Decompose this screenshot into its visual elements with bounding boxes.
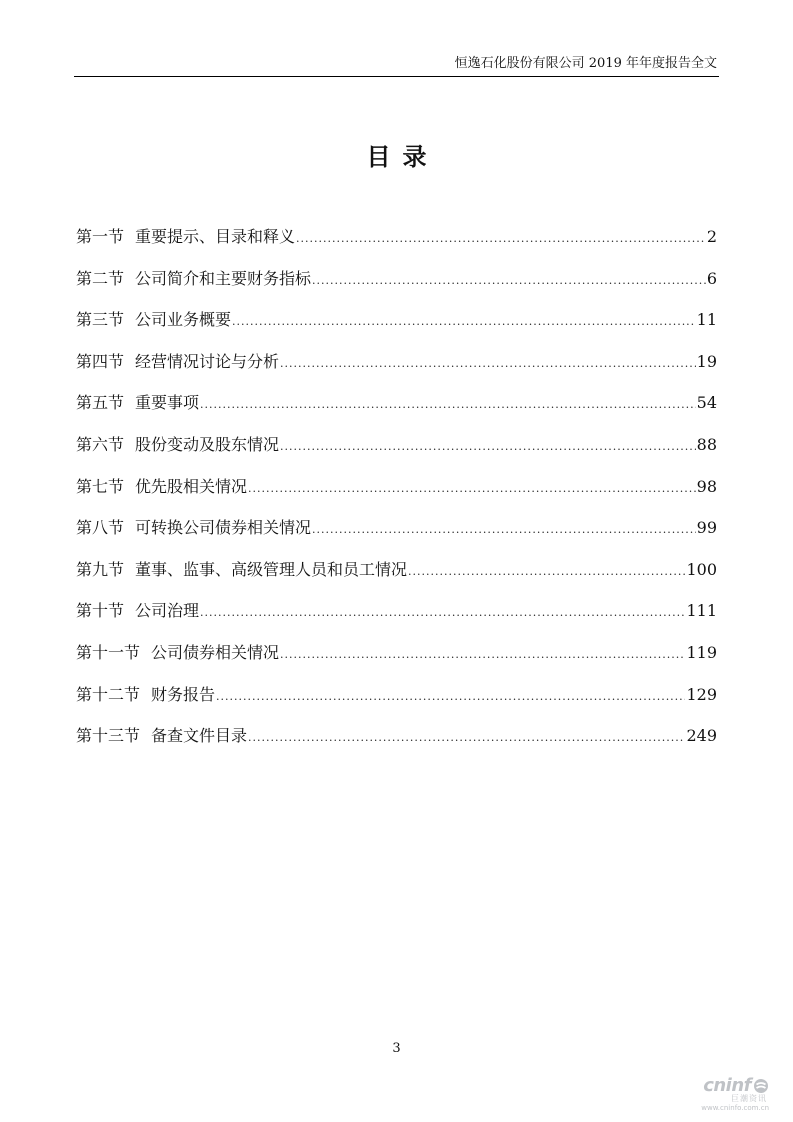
- toc-entry[interactable]: [76, 267, 717, 309]
- toc-title: 经营情况讨论与分析: [135, 351, 280, 371]
- toc-entry[interactable]: [76, 641, 717, 683]
- toc-entry[interactable]: [76, 475, 717, 517]
- toc-leader-dots: [280, 643, 685, 667]
- toc-title: 财务报告: [151, 684, 216, 704]
- toc-title: 优先股相关情况: [135, 476, 248, 496]
- toc-title: 公司债券相关情况: [151, 642, 280, 662]
- toc-section-label: 第四节: [76, 351, 125, 371]
- watermark-name-cn: 巨潮资讯: [731, 1094, 767, 1103]
- toc-entry[interactable]: [76, 308, 717, 350]
- page-title: 目录: [366, 142, 439, 171]
- toc-section-label: 第十节: [76, 601, 125, 621]
- cninfo-swirl-icon: [753, 1078, 769, 1094]
- toc-entry[interactable]: [76, 225, 717, 267]
- toc-leader-dots: [312, 269, 706, 293]
- toc-title: 股份变动及股东情况: [135, 434, 280, 454]
- toc-section-label: 第十三节: [76, 726, 141, 746]
- toc-leader-dots: [232, 310, 696, 334]
- toc-section-label: 第二节: [76, 268, 125, 288]
- toc-page-number: 249: [686, 726, 717, 746]
- toc-section-label: 第一节: [76, 227, 125, 246]
- watermark-url: www.cninfo.com.cn: [701, 1104, 769, 1112]
- toc-leader-dots: [408, 560, 685, 584]
- toc-entry[interactable]: [76, 516, 717, 558]
- toc-page-number: 119: [686, 642, 717, 662]
- toc-title: 重要事项: [135, 393, 200, 413]
- toc-title: 公司业务概要: [135, 310, 232, 330]
- toc-leader-dots: [312, 518, 696, 542]
- toc-entry[interactable]: [76, 433, 717, 475]
- toc-leader-dots: [296, 227, 706, 251]
- toc-leader-dots: [248, 477, 696, 501]
- toc-title: 公司简介和主要财务指标: [135, 268, 312, 288]
- toc-page-number: 99: [696, 518, 717, 538]
- toc-page-number: 6: [706, 268, 717, 288]
- toc-entry[interactable]: [76, 599, 717, 641]
- toc-page-number: 100: [686, 559, 717, 579]
- toc-entry[interactable]: [76, 683, 717, 725]
- table-of-contents: [76, 225, 717, 766]
- toc-leader-dots: [216, 685, 685, 709]
- toc-title: 备查文件目录: [151, 726, 248, 746]
- toc-leader-dots: [280, 352, 696, 376]
- toc-section-label: 第九节: [76, 559, 125, 579]
- toc-section-label: 第八节: [76, 518, 125, 538]
- watermark-brand: cninf: [703, 1075, 751, 1096]
- toc-leader-dots: [200, 601, 685, 625]
- toc-page-number: 111: [686, 601, 717, 621]
- running-header: 恒逸石化股份有限公司 2019 年年度报告全文: [454, 56, 717, 71]
- toc-page-number: 19: [696, 351, 717, 371]
- toc-leader-dots: [248, 726, 685, 750]
- toc-entry[interactable]: [76, 724, 717, 766]
- toc-section-label: 第七节: [76, 476, 125, 496]
- toc-title: 公司治理: [135, 601, 200, 621]
- toc-section-label: 第十二节: [76, 684, 141, 704]
- toc-page-number: 2: [706, 227, 717, 246]
- toc-section-label: 第三节: [76, 310, 125, 330]
- toc-title: 可转换公司债券相关情况: [135, 518, 312, 538]
- toc-page-number: 88: [696, 434, 717, 454]
- toc-entry[interactable]: [76, 350, 717, 392]
- toc-leader-dots: [280, 435, 696, 459]
- toc-entry[interactable]: [76, 391, 717, 433]
- toc-entry[interactable]: [76, 558, 717, 600]
- toc-page-number: 98: [696, 476, 717, 496]
- header-divider: [74, 76, 719, 77]
- toc-section-label: 第六节: [76, 434, 125, 454]
- toc-leader-dots: [200, 393, 696, 417]
- toc-title: 重要提示、目录和释义: [135, 227, 296, 246]
- toc-page-number: 54: [696, 393, 717, 413]
- toc-title: 董事、监事、高级管理人员和员工情况: [135, 559, 408, 579]
- toc-section-label: 第十一节: [76, 642, 141, 662]
- toc-section-label: 第五节: [76, 393, 125, 413]
- watermark-logo: [701, 1075, 769, 1113]
- toc-page-number: 11: [696, 310, 717, 330]
- page-number: 3: [392, 1041, 401, 1056]
- toc-page-number: 129: [686, 684, 717, 704]
